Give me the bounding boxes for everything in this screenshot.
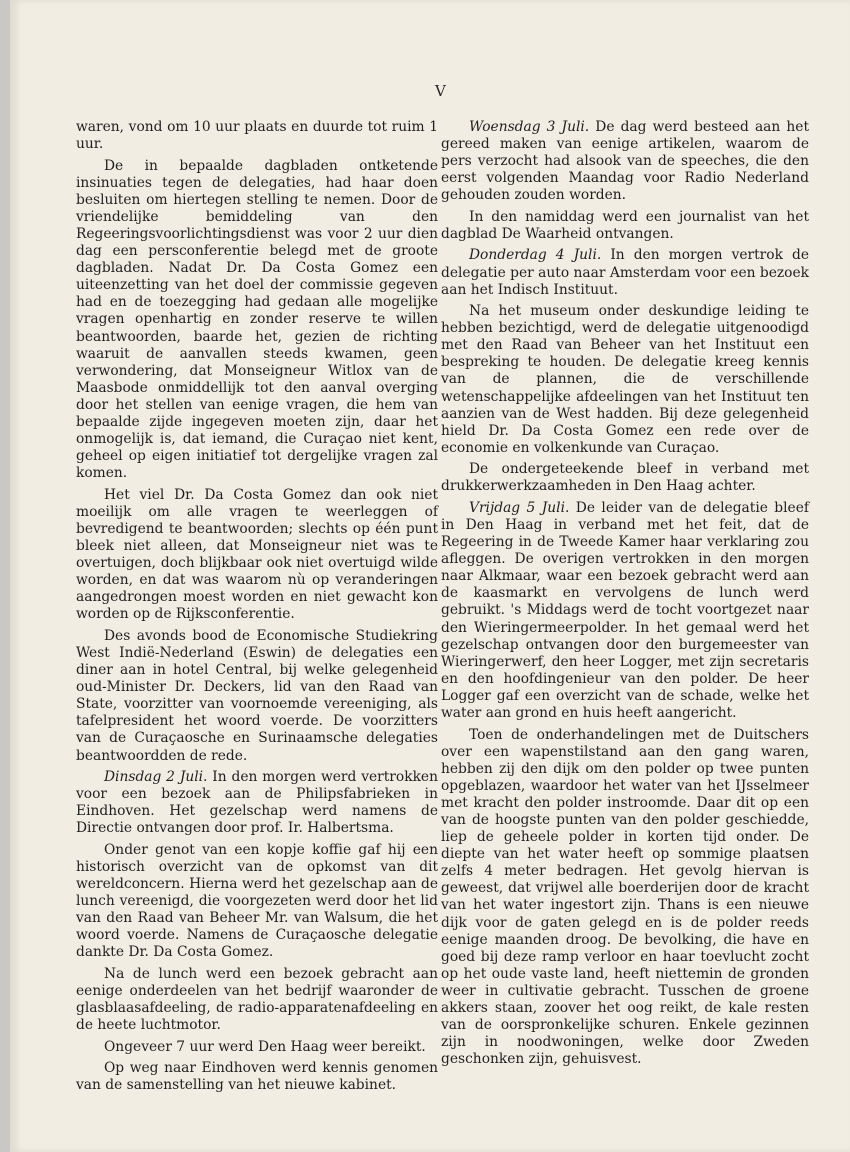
paragraph: Na het museum onder deskundige leiding te hebben bezichtigd, werd de delegatie uitgenoodigd met den Raad van Beheer van het Instituut een bespreking te houden. De delegatie kreeg kennis van de plannen, die de verschillende wetenschappelijke afdeelingen van het Instituut ten aanzien van de West hadden. Bij deze gelegenheid hield Dr. Da Costa Gomez een rede over de economie en volkenkunde van Curaçao. <box>441 303 809 456</box>
paragraph-text: In den morgen werd vertrokken voor een bezoek aan de Philipsfabrieken in Eindhoven. Het gezelschap werd namens de Directie ontvangen door prof. Ir. Halbertsma. <box>76 769 438 837</box>
paragraph <box>441 119 809 204</box>
dateline: Vrijdag 5 Juli. <box>469 499 570 516</box>
paragraph: Des avonds bood de Economische Studiekring West Indië-Nederland (Eswin) de delegaties een diner aan in hotel Central, bij welke gelegenheid oud-Minister Dr. Deckers, lid van den Raad van State, voorzitter van voornoemde vereeniging, als tafelpresident het woord voerde. De voorzitters van de Curaçaosche en Surinaamsche delegaties beantwoordden de rede. <box>76 627 438 764</box>
dateline: Woensdag 3 Juli. <box>469 119 590 135</box>
paragraph <box>441 247 809 298</box>
paragraph: In den namiddag werd een journalist van het dagblad De Waarheid ontvangen. <box>441 208 809 242</box>
paragraph: Toen de onderhandelingen met de Duitschers over een wapenstilstand aan den gang waren, hebben zij den dijk om den polder op twee punten opgeblazen, waardoor het water van het IJsselmeer met kracht den polder instroomde. Daar dit op een van de hoogste punten van den polder geschiedde, liep de geheele polder in korten tijd onder. De diepte van het water heeft op sommige plaatsen zelfs 4 meter bedragen. Het gevolg hiervan is geweest, dat vrijwel alle boerderijen door de kracht van het water ingestort zijn. Thans is een nieuwe dijk voor de gaten gelegd en is de polder reeds eenige maanden droog. De bevolking, die have en goed bij deze ramp verloor en haar toevlucht zocht op het oude vaste land, heeft niettemin de gronden weer in cultivatie gebracht. Tusschen de groene akkers staan, zoover het oog reikt, de kale resten van de oorspronkelijke schuren. Enkele gezinnen zijn in noodwoningen, welke door Zweden geschonken zijn, gehuisvest. <box>441 726 809 1068</box>
page-number: V <box>435 82 447 100</box>
paragraph <box>76 769 438 837</box>
paragraph-text: De leider van de delegatie bleef in Den Haag in verband met het feit, dat de Regeering in de Tweede Kamer haar verklaring zou afleggen. De overigen vertrokken in den morgen naar Alkmaar, waar een bezoek gebracht werd aan de kaasmarkt en vervolgens de lunch werd gebruikt. 's Middags werd de tocht voortgezet naar den Wieringermeerpolder. In het gemaal werd het gezelschap ontvangen door den burgemeester van Wieringerwerf, den heer Logger, met zijn secretaris en den hoofdingenieur van den polder. De heer Logger gaf een overzicht van de schade, welke het water aan grond en huis heeft aangericht. <box>441 499 809 722</box>
paragraph: Het viel Dr. Da Costa Gomez dan ook niet moeilijk om alle vragen te weerleggen of bevredigend te beantwoorden; slechts op één punt bleek niet alleen, dat Monseigneur niet was te overtuigen, doch blijkbaar ook niet overtuigd wilde worden, en dat was waarom nù op veranderingen aangedrongen moest worden en niet gewacht kon worden op de Rijksconferentie. <box>76 486 438 623</box>
document-page <box>10 0 850 1152</box>
paragraph: Onder genot van een kopje koffie gaf hij een historisch overzicht van de opkomst van dit wereldconcern. Hierna werd het gezelschap aan de lunch vereenigd, die voorgezeten werd door het lid van den Raad van Beheer Mr. van Walsum, die het woord voerde. Namens de Curaçaosche delegatie dankte Dr. Da Costa Gomez. <box>76 841 438 961</box>
dateline: Donderdag 4 Juli. <box>469 247 602 264</box>
paragraph: Na de lunch werd een bezoek gebracht aan eenige onderdeelen van het bedrijf waaronder de glasblaasafdeeling, de radio-apparatenafdeeling en de heete luchtmotor. <box>76 965 438 1034</box>
paragraph: waren, vond om 10 uur plaats en duurde tot ruim 1 uur. <box>76 119 438 153</box>
paragraph <box>441 500 809 722</box>
paragraph: De ondergeteekende bleef in verband met drukkerwerkzaamheden in Den Haag achter. <box>441 461 809 495</box>
paragraph: Op weg naar Eindhoven werd kennis genomen van de samenstelling van het nieuwe kabinet. <box>76 1060 438 1094</box>
paragraph-text: De dag werd besteed aan het gereed maken van eenige artikelen, waarom de pers verzocht had alsook van de speeches, die den eerst volgenden Maandag voor Radio Nederland gehouden zouden worden. <box>441 119 809 204</box>
dateline: Dinsdag 2 Juli. <box>104 769 208 786</box>
paragraph: Ongeveer 7 uur werd Den Haag weer bereikt. <box>104 1038 426 1055</box>
paragraph: De in bepaalde dagbladen ontketende insinuaties tegen de delegaties, had haar doen besluiten om hiertegen stelling te nemen. Door de vriendelijke bemiddeling van den Regeeringsvoorlichtingsdienst was voor 2 uur dien dag een persconferentie belegd met de groote dagbladen. Nadat Dr. Da Costa Gomez een uiteenzetting van het doel der commissie gegeven had en de toezegging had gedaan alle mogelijke vragen openhartig en zonder reserve te willen beantwoorden, baarde het, gezien de richting waaruit de aanvallen steeds kwamen, geen verwondering, dat Monseigneur Witlox van de Maasbode onmiddellijk tot den aanval overging door het stellen van eenige vragen, die hem van bepaalde zijde ingegeven moeten zijn, daar het onmogelijk is, dat iemand, die Curaçao niet kent, geheel op eigen initiatief tot dergelijke vragen zal komen. <box>76 157 438 482</box>
paragraph-text: In den morgen vertrok de delegatie per auto naar Amsterdam voor een bezoek aan het Indisch Instituut. <box>441 247 809 298</box>
right-text-column <box>441 119 809 1073</box>
left-text-column <box>76 119 438 1099</box>
